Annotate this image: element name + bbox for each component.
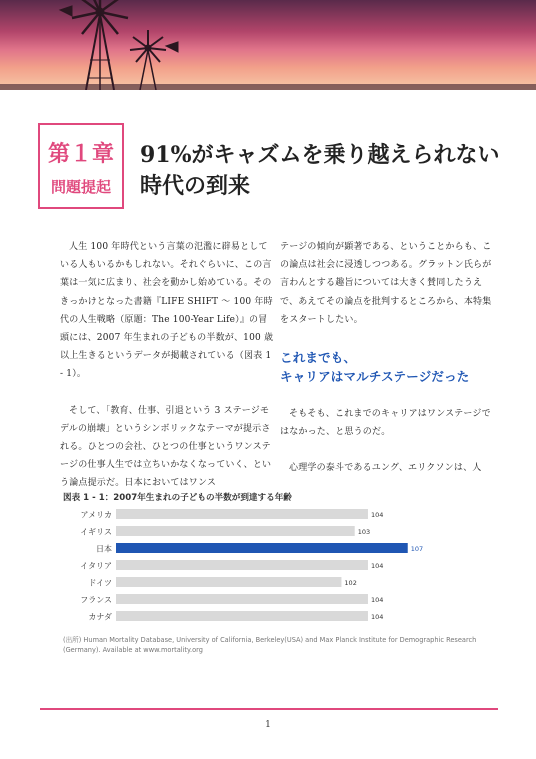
category-label: 日本 <box>96 544 112 554</box>
windmill-silhouette-image <box>0 0 536 90</box>
bar <box>116 543 408 553</box>
subheading-line-1: これまでも、 <box>280 350 357 366</box>
bar-chart <box>60 505 460 625</box>
body-column-left <box>60 238 275 493</box>
chapter-number: 第１章 <box>47 142 114 167</box>
body-column-right <box>280 238 495 478</box>
value-label: 104 <box>370 613 384 621</box>
paragraph: 心理学の泰斗であるユング、エリクソンは、人 <box>289 463 482 474</box>
bar <box>116 526 355 536</box>
page-number: 1 <box>265 720 271 730</box>
chapter-tag: 問題提起 <box>50 178 111 196</box>
chart-title: 図表 1 - 1：2007年生まれの子どもの半数が到達する年齢 <box>63 493 292 503</box>
bar <box>116 509 368 519</box>
value-label: 104 <box>370 562 384 570</box>
value-label: 104 <box>370 596 384 604</box>
paragraph: そもそも、これまでのキャリアはワンステージではなかった、と思うのだ。 <box>280 409 491 438</box>
value-label: 103 <box>357 528 371 536</box>
source-note: (出所) Human Mortality Database, University of California, Berkeley(USA) and Max Planck Institute for Demographic Research (Germany). Available at www.mortality.org <box>63 636 477 654</box>
bar <box>116 577 341 587</box>
footer-divider <box>40 708 498 710</box>
title-line-2: 時代の到来 <box>140 173 251 199</box>
value-label: 107 <box>410 545 424 553</box>
value-label: 102 <box>344 579 357 587</box>
category-label: イタリア <box>80 561 112 571</box>
category-label: アメリカ <box>80 510 112 520</box>
category-label: ドイツ <box>88 578 112 588</box>
header-banner-image <box>0 0 536 90</box>
category-label: カナダ <box>88 612 112 622</box>
bar <box>116 611 368 621</box>
section-subheading <box>280 348 495 386</box>
category-label: イギリス <box>80 527 112 537</box>
paragraph: そして、「教育、仕事、引退という 3 ステージモデルの崩壊」というシンボリックなテーマが提示される。ひとつの会社、ひとつの仕事というワンステージの仕事人生では立ちいかなくなっていく、という論点提示だ。日本においてはワンス <box>60 405 272 489</box>
category-label: フランス <box>80 595 112 605</box>
bar <box>116 594 368 604</box>
bar <box>116 560 368 570</box>
chapter-label-box <box>38 123 124 209</box>
paragraph: テージの傾向が顕著である、ということからも、この論点は社会に浸透しつつある。グラットン氏らが言わんとする趣旨については大きく賛同したうえで、あえてその論点を批判するところから、本特集をスタートしたい。 <box>280 242 492 325</box>
page-title <box>140 140 520 202</box>
title-line-1: 91%がキャズムを乗り越えられない <box>140 142 500 168</box>
value-label: 104 <box>370 511 384 519</box>
paragraph: 人生 100 年時代という言葉の氾濫に辟易としている人もいるかもしれない。それぐらいに、この言葉は一気に広まり、社会を動かし始めている。そのきっかけとなった書籍『LIFE SHIFT ～ 100 年時代の人生戦略（原題：The 100-Year Life）』の冒頭には、2007 年生まれの子どもの半数が、100 歳以上生きるというデータが掲載されている（図表 1 - 1）。 <box>60 242 274 380</box>
subheading-line-2: キャリアはマルチステージだった <box>280 369 470 385</box>
